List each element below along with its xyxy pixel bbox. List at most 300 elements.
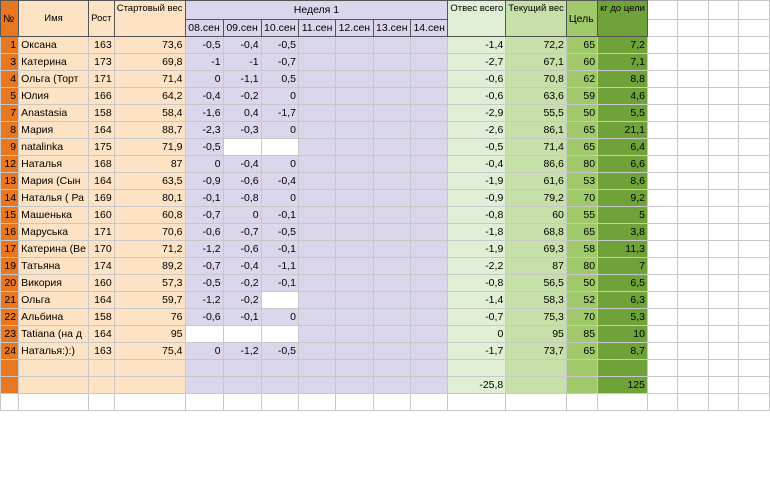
empty-cell[interactable]	[223, 394, 261, 411]
row-number-cell[interactable]: 15	[1, 207, 19, 224]
empty-cell[interactable]	[708, 71, 738, 88]
empty-cell[interactable]	[678, 275, 708, 292]
goal-cell[interactable]: 55	[566, 207, 597, 224]
goal-cell[interactable]: 80	[566, 258, 597, 275]
empty-cell[interactable]	[739, 20, 770, 37]
empty-cell[interactable]	[19, 394, 89, 411]
day-value-cell[interactable]	[410, 258, 447, 275]
empty-cell[interactable]	[678, 139, 708, 156]
day-value-cell[interactable]: 0	[185, 156, 223, 173]
day-value-cell[interactable]	[261, 139, 298, 156]
current-weight-cell[interactable]: 55,5	[506, 105, 567, 122]
header-day[interactable]: 12.сен	[336, 20, 373, 37]
loss-total-cell[interactable]: -0,8	[448, 207, 506, 224]
day-value-cell[interactable]	[299, 309, 336, 326]
goal-cell[interactable]: 80	[566, 156, 597, 173]
name-cell[interactable]: Anastasia	[19, 105, 89, 122]
day-value-cell[interactable]	[373, 190, 410, 207]
empty-cell[interactable]	[410, 394, 447, 411]
start-weight-cell[interactable]: 71,9	[114, 139, 185, 156]
to-goal-cell[interactable]: 5,3	[598, 309, 648, 326]
empty-cell[interactable]	[647, 156, 677, 173]
day-value-cell[interactable]	[185, 360, 223, 377]
loss-total-cell[interactable]: -0,8	[448, 275, 506, 292]
loss-total-cell[interactable]: -0,5	[448, 139, 506, 156]
totals-row-height[interactable]	[88, 377, 114, 394]
day-value-cell[interactable]: -1,6	[185, 105, 223, 122]
empty-cell[interactable]	[678, 71, 708, 88]
day-value-cell[interactable]	[373, 224, 410, 241]
day-value-cell[interactable]	[336, 139, 373, 156]
day-value-cell[interactable]	[223, 360, 261, 377]
day-value-cell[interactable]	[373, 292, 410, 309]
day-value-cell[interactable]	[336, 326, 373, 343]
empty-cell[interactable]	[647, 326, 677, 343]
loss-total-cell[interactable]: -1,7	[448, 343, 506, 360]
empty-cell[interactable]	[708, 122, 738, 139]
to-goal-cell[interactable]: 8,7	[598, 343, 648, 360]
goal-cell[interactable]: 65	[566, 122, 597, 139]
to-goal-cell[interactable]: 6,3	[598, 292, 648, 309]
current-weight-cell[interactable]: 75,3	[506, 309, 567, 326]
header-to-goal[interactable]: кг до цели	[598, 1, 648, 37]
start-weight-cell[interactable]: 75,4	[114, 343, 185, 360]
day-value-cell[interactable]	[223, 139, 261, 156]
day-value-cell[interactable]: -1	[185, 54, 223, 71]
name-cell[interactable]: Викория	[19, 275, 89, 292]
to-goal-cell[interactable]: 7,2	[598, 37, 648, 54]
empty-cell[interactable]	[739, 1, 770, 20]
empty-cell[interactable]	[647, 105, 677, 122]
header-current-weight[interactable]: Текущий вес	[506, 1, 567, 37]
totals-row-start[interactable]	[114, 377, 185, 394]
day-value-cell[interactable]	[299, 190, 336, 207]
height-cell[interactable]: 164	[88, 292, 114, 309]
name-cell[interactable]: Tatiana (на д	[19, 326, 89, 343]
day-value-cell[interactable]	[299, 37, 336, 54]
empty-cell[interactable]	[647, 275, 677, 292]
empty-cell[interactable]	[708, 224, 738, 241]
empty-cell[interactable]	[647, 190, 677, 207]
day-value-cell[interactable]: -1,1	[261, 258, 298, 275]
empty-cell[interactable]	[708, 1, 738, 20]
current-weight-cell[interactable]: 70,8	[506, 71, 567, 88]
day-value-cell[interactable]	[410, 343, 447, 360]
empty-cell[interactable]	[739, 224, 770, 241]
start-weight-cell[interactable]: 70,6	[114, 224, 185, 241]
height-cell[interactable]: 164	[88, 173, 114, 190]
row-number-cell[interactable]: 24	[1, 343, 19, 360]
day-value-cell[interactable]	[336, 224, 373, 241]
loss-total-cell[interactable]	[448, 360, 506, 377]
day-value-cell[interactable]: -0,4	[223, 258, 261, 275]
start-weight-cell[interactable]: 69,8	[114, 54, 185, 71]
header-day[interactable]: 11.сен	[299, 20, 336, 37]
day-value-cell[interactable]: -0,1	[223, 309, 261, 326]
loss-total-cell[interactable]: -2,6	[448, 122, 506, 139]
day-value-cell[interactable]	[299, 122, 336, 139]
empty-cell[interactable]	[678, 20, 708, 37]
to-goal-cell[interactable]: 6,5	[598, 275, 648, 292]
day-value-cell[interactable]: 0	[261, 88, 298, 105]
day-value-cell[interactable]	[336, 207, 373, 224]
day-value-cell[interactable]	[336, 241, 373, 258]
day-value-cell[interactable]	[336, 37, 373, 54]
goal-cell[interactable]: 85	[566, 326, 597, 343]
empty-cell[interactable]	[678, 207, 708, 224]
start-weight-cell[interactable]: 60,8	[114, 207, 185, 224]
day-value-cell[interactable]: 0,5	[261, 71, 298, 88]
empty-cell[interactable]	[647, 88, 677, 105]
empty-cell[interactable]	[647, 394, 677, 411]
current-weight-cell[interactable]: 73,7	[506, 343, 567, 360]
start-weight-cell[interactable]: 71,4	[114, 71, 185, 88]
empty-cell[interactable]	[647, 1, 677, 20]
day-value-cell[interactable]	[410, 275, 447, 292]
day-value-cell[interactable]	[410, 360, 447, 377]
day-value-cell[interactable]	[336, 275, 373, 292]
name-cell[interactable]	[19, 360, 89, 377]
start-weight-cell[interactable]: 57,3	[114, 275, 185, 292]
goal-cell[interactable]: 65	[566, 37, 597, 54]
empty-cell[interactable]	[708, 258, 738, 275]
loss-total-cell[interactable]: -2,2	[448, 258, 506, 275]
empty-cell[interactable]	[678, 309, 708, 326]
goal-cell[interactable]: 50	[566, 105, 597, 122]
total-loss-cell[interactable]: -25,8	[448, 377, 506, 394]
empty-cell[interactable]	[708, 54, 738, 71]
day-value-cell[interactable]	[299, 275, 336, 292]
empty-cell[interactable]	[678, 122, 708, 139]
empty-cell[interactable]	[88, 394, 114, 411]
current-weight-cell[interactable]: 67,1	[506, 54, 567, 71]
row-number-cell[interactable]: 17	[1, 241, 19, 258]
height-cell[interactable]: 170	[88, 241, 114, 258]
empty-cell[interactable]	[373, 394, 410, 411]
row-number-cell[interactable]: 8	[1, 122, 19, 139]
height-cell[interactable]: 163	[88, 37, 114, 54]
day-value-cell[interactable]	[410, 37, 447, 54]
start-weight-cell[interactable]: 76	[114, 309, 185, 326]
row-number-cell[interactable]: 23	[1, 326, 19, 343]
empty-cell[interactable]	[739, 190, 770, 207]
day-value-cell[interactable]	[373, 258, 410, 275]
empty-cell[interactable]	[678, 1, 708, 20]
empty-cell[interactable]	[506, 394, 567, 411]
to-goal-cell[interactable]: 5,5	[598, 105, 648, 122]
height-cell[interactable]: 164	[88, 326, 114, 343]
to-goal-cell[interactable]: 6,6	[598, 156, 648, 173]
day-value-cell[interactable]	[373, 37, 410, 54]
name-cell[interactable]: Машенька	[19, 207, 89, 224]
height-cell[interactable]: 175	[88, 139, 114, 156]
empty-cell[interactable]	[708, 190, 738, 207]
day-value-cell[interactable]	[410, 88, 447, 105]
row-number-cell[interactable]: 19	[1, 258, 19, 275]
day-value-cell[interactable]	[336, 190, 373, 207]
to-goal-cell[interactable]: 7,1	[598, 54, 648, 71]
day-value-cell[interactable]	[299, 88, 336, 105]
empty-cell[interactable]	[708, 309, 738, 326]
totals-row-day[interactable]	[373, 377, 410, 394]
empty-cell[interactable]	[739, 71, 770, 88]
totals-row-name[interactable]	[19, 377, 89, 394]
height-cell[interactable]: 163	[88, 343, 114, 360]
empty-cell[interactable]	[114, 394, 185, 411]
empty-cell[interactable]	[708, 20, 738, 37]
current-weight-cell[interactable]: 61,6	[506, 173, 567, 190]
current-weight-cell[interactable]: 60	[506, 207, 567, 224]
start-weight-cell[interactable]: 80,1	[114, 190, 185, 207]
goal-cell[interactable]: 70	[566, 309, 597, 326]
current-weight-cell[interactable]	[506, 360, 567, 377]
to-goal-cell[interactable]: 10	[598, 326, 648, 343]
header-loss-total[interactable]: Отвес всего	[448, 1, 506, 37]
day-value-cell[interactable]	[336, 54, 373, 71]
day-value-cell[interactable]: -0,6	[223, 241, 261, 258]
day-value-cell[interactable]: -1,1	[223, 71, 261, 88]
day-value-cell[interactable]: -0,7	[185, 258, 223, 275]
header-goal[interactable]: Цель	[566, 1, 597, 37]
empty-cell[interactable]	[647, 139, 677, 156]
day-value-cell[interactable]	[373, 54, 410, 71]
day-value-cell[interactable]	[223, 326, 261, 343]
day-value-cell[interactable]	[373, 71, 410, 88]
height-cell[interactable]	[88, 360, 114, 377]
empty-cell[interactable]	[678, 394, 708, 411]
day-value-cell[interactable]	[410, 241, 447, 258]
day-value-cell[interactable]: -0,2	[223, 88, 261, 105]
height-cell[interactable]: 160	[88, 275, 114, 292]
totals-row-day[interactable]	[223, 377, 261, 394]
day-value-cell[interactable]	[299, 156, 336, 173]
header-week[interactable]: Неделя 1	[185, 1, 448, 20]
row-number-cell[interactable]: 9	[1, 139, 19, 156]
day-value-cell[interactable]	[299, 54, 336, 71]
row-number-cell[interactable]: 16	[1, 224, 19, 241]
empty-cell[interactable]	[739, 37, 770, 54]
empty-cell[interactable]	[739, 275, 770, 292]
loss-total-cell[interactable]: -0,9	[448, 190, 506, 207]
day-value-cell[interactable]: -0,6	[223, 173, 261, 190]
empty-cell[interactable]	[739, 139, 770, 156]
day-value-cell[interactable]: -1,2	[185, 241, 223, 258]
empty-cell[interactable]	[708, 343, 738, 360]
row-number-cell[interactable]: 3	[1, 54, 19, 71]
empty-cell[interactable]	[739, 377, 770, 394]
empty-cell[interactable]	[647, 173, 677, 190]
day-value-cell[interactable]: 0	[261, 122, 298, 139]
to-goal-cell[interactable]: 7	[598, 258, 648, 275]
height-cell[interactable]: 158	[88, 309, 114, 326]
empty-cell[interactable]	[678, 241, 708, 258]
height-cell[interactable]: 169	[88, 190, 114, 207]
day-value-cell[interactable]: -0,5	[261, 224, 298, 241]
day-value-cell[interactable]	[299, 139, 336, 156]
header-day[interactable]: 09.сен	[223, 20, 261, 37]
goal-cell[interactable]: 52	[566, 292, 597, 309]
to-goal-cell[interactable]: 4,6	[598, 88, 648, 105]
empty-cell[interactable]	[708, 105, 738, 122]
day-value-cell[interactable]	[373, 156, 410, 173]
empty-cell[interactable]	[566, 394, 597, 411]
empty-cell[interactable]	[678, 54, 708, 71]
goal-cell[interactable]: 62	[566, 71, 597, 88]
empty-cell[interactable]	[739, 88, 770, 105]
to-goal-cell[interactable]	[598, 360, 648, 377]
height-cell[interactable]: 174	[88, 258, 114, 275]
start-weight-cell[interactable]: 73,6	[114, 37, 185, 54]
empty-cell[interactable]	[739, 343, 770, 360]
name-cell[interactable]: Наталья	[19, 156, 89, 173]
to-goal-cell[interactable]: 8,6	[598, 173, 648, 190]
goal-cell[interactable]: 65	[566, 224, 597, 241]
empty-cell[interactable]	[647, 37, 677, 54]
empty-cell[interactable]	[739, 309, 770, 326]
height-cell[interactable]: 173	[88, 54, 114, 71]
goal-cell[interactable]: 65	[566, 139, 597, 156]
row-number-cell[interactable]: 7	[1, 105, 19, 122]
totals-row-day[interactable]	[410, 377, 447, 394]
empty-cell[interactable]	[185, 394, 223, 411]
to-goal-cell[interactable]: 21,1	[598, 122, 648, 139]
day-value-cell[interactable]	[373, 207, 410, 224]
loss-total-cell[interactable]: -0,6	[448, 88, 506, 105]
day-value-cell[interactable]	[373, 105, 410, 122]
day-value-cell[interactable]	[373, 173, 410, 190]
day-value-cell[interactable]: -0,5	[261, 343, 298, 360]
day-value-cell[interactable]	[299, 173, 336, 190]
row-number-cell[interactable]: 4	[1, 71, 19, 88]
empty-cell[interactable]	[598, 394, 648, 411]
empty-cell[interactable]	[678, 360, 708, 377]
day-value-cell[interactable]	[336, 343, 373, 360]
day-value-cell[interactable]	[410, 122, 447, 139]
day-value-cell[interactable]	[410, 326, 447, 343]
empty-cell[interactable]	[739, 258, 770, 275]
day-value-cell[interactable]: -0,7	[261, 54, 298, 71]
empty-cell[interactable]	[739, 292, 770, 309]
empty-cell[interactable]	[647, 258, 677, 275]
height-cell[interactable]: 164	[88, 122, 114, 139]
empty-cell[interactable]	[708, 37, 738, 54]
empty-cell[interactable]	[708, 156, 738, 173]
empty-cell[interactable]	[647, 292, 677, 309]
loss-total-cell[interactable]: -1,9	[448, 241, 506, 258]
name-cell[interactable]: Катерина	[19, 54, 89, 71]
start-weight-cell[interactable]: 95	[114, 326, 185, 343]
day-value-cell[interactable]	[299, 258, 336, 275]
day-value-cell[interactable]: -0,1	[185, 190, 223, 207]
loss-total-cell[interactable]: -1,9	[448, 173, 506, 190]
day-value-cell[interactable]	[410, 71, 447, 88]
empty-cell[interactable]	[448, 394, 506, 411]
empty-cell[interactable]	[678, 37, 708, 54]
height-cell[interactable]: 166	[88, 88, 114, 105]
day-value-cell[interactable]: 0,4	[223, 105, 261, 122]
name-cell[interactable]: Ольга (Торт	[19, 71, 89, 88]
empty-cell[interactable]	[678, 88, 708, 105]
empty-cell[interactable]	[678, 190, 708, 207]
current-weight-cell[interactable]: 56,5	[506, 275, 567, 292]
day-value-cell[interactable]	[336, 71, 373, 88]
loss-total-cell[interactable]: -1,4	[448, 37, 506, 54]
loss-total-cell[interactable]: -0,4	[448, 156, 506, 173]
empty-cell[interactable]	[708, 394, 738, 411]
start-weight-cell[interactable]: 63,5	[114, 173, 185, 190]
total-to-goal-cell[interactable]: 125	[598, 377, 648, 394]
empty-cell[interactable]	[739, 326, 770, 343]
empty-cell[interactable]	[739, 207, 770, 224]
day-value-cell[interactable]: -0,5	[185, 275, 223, 292]
loss-total-cell[interactable]: -2,7	[448, 54, 506, 71]
day-value-cell[interactable]	[299, 207, 336, 224]
day-value-cell[interactable]: -0,5	[261, 37, 298, 54]
start-weight-cell[interactable]: 87	[114, 156, 185, 173]
day-value-cell[interactable]	[410, 207, 447, 224]
name-cell[interactable]: Маруська	[19, 224, 89, 241]
name-cell[interactable]: Татьяна	[19, 258, 89, 275]
day-value-cell[interactable]: -0,4	[185, 88, 223, 105]
loss-total-cell[interactable]: -1,8	[448, 224, 506, 241]
header-day[interactable]: 08.сен	[185, 20, 223, 37]
empty-cell[interactable]	[708, 241, 738, 258]
day-value-cell[interactable]	[336, 88, 373, 105]
to-goal-cell[interactable]: 5	[598, 207, 648, 224]
day-value-cell[interactable]: -0,6	[185, 224, 223, 241]
to-goal-cell[interactable]: 9,2	[598, 190, 648, 207]
to-goal-cell[interactable]: 3,8	[598, 224, 648, 241]
empty-cell[interactable]	[299, 394, 336, 411]
day-value-cell[interactable]	[299, 360, 336, 377]
totals-row-day[interactable]	[185, 377, 223, 394]
empty-cell[interactable]	[647, 377, 677, 394]
day-value-cell[interactable]	[410, 190, 447, 207]
empty-cell[interactable]	[678, 156, 708, 173]
empty-cell[interactable]	[678, 326, 708, 343]
goal-cell[interactable]: 53	[566, 173, 597, 190]
day-value-cell[interactable]	[373, 241, 410, 258]
height-cell[interactable]: 168	[88, 156, 114, 173]
day-value-cell[interactable]: -0,4	[223, 37, 261, 54]
empty-cell[interactable]	[708, 275, 738, 292]
day-value-cell[interactable]	[261, 326, 298, 343]
row-number-cell[interactable]: 5	[1, 88, 19, 105]
empty-cell[interactable]	[739, 105, 770, 122]
day-value-cell[interactable]: -0,2	[223, 275, 261, 292]
day-value-cell[interactable]	[410, 309, 447, 326]
day-value-cell[interactable]	[410, 173, 447, 190]
start-weight-cell[interactable]: 64,2	[114, 88, 185, 105]
name-cell[interactable]: Оксана	[19, 37, 89, 54]
empty-cell[interactable]	[678, 343, 708, 360]
current-weight-cell[interactable]: 95	[506, 326, 567, 343]
day-value-cell[interactable]: -0,5	[185, 37, 223, 54]
empty-cell[interactable]	[647, 122, 677, 139]
name-cell[interactable]: natalinka	[19, 139, 89, 156]
row-number-cell[interactable]: 12	[1, 156, 19, 173]
day-value-cell[interactable]	[373, 88, 410, 105]
current-weight-cell[interactable]: 86,1	[506, 122, 567, 139]
day-value-cell[interactable]: -1,2	[223, 343, 261, 360]
name-cell[interactable]: Катерина (Ве	[19, 241, 89, 258]
empty-cell[interactable]	[678, 292, 708, 309]
day-value-cell[interactable]: -2,3	[185, 122, 223, 139]
start-weight-cell[interactable]: 89,2	[114, 258, 185, 275]
row-number-cell[interactable]: 20	[1, 275, 19, 292]
current-weight-cell[interactable]: 68,8	[506, 224, 567, 241]
day-value-cell[interactable]	[185, 326, 223, 343]
